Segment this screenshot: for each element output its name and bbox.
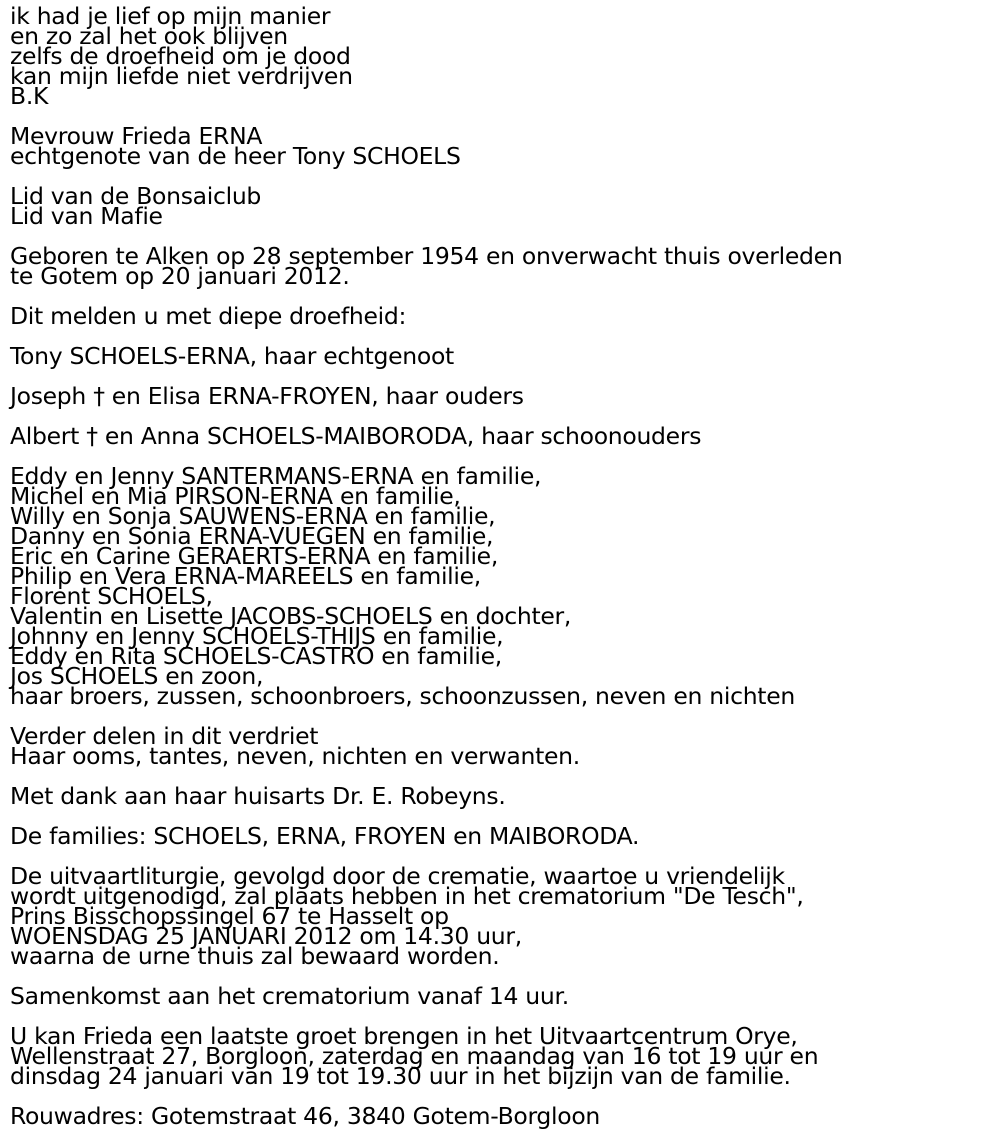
text-line: Albert † en Anna SCHOELS-MAIBORODA, haar schoonouders <box>10 422 702 450</box>
text-line: dinsdag 24 januari van 19 tot 19.30 uur in het bijzijn van de familie. <box>10 1062 791 1090</box>
text-line: en zo zal het ook blijven <box>10 22 288 50</box>
paragraph <box>10 1102 1000 1130</box>
text-line: Florent SCHOELS, <box>10 582 213 610</box>
paragraph <box>10 382 1000 410</box>
text-line: Valentin en Lisette JACOBS-SCHOELS en dochter, <box>10 602 572 630</box>
text-line: te Gotem op 20 januari 2012. <box>10 262 350 290</box>
text-line: Lid van de Bonsaiclub <box>10 182 262 210</box>
text-line: Danny en Sonia ERNA-VUEGEN en familie, <box>10 522 494 550</box>
text-line: Eddy en Jenny SANTERMANS-ERNA en familie, <box>10 462 542 490</box>
text-line: De families: SCHOELS, ERNA, FROYEN en MAIBORODA. <box>10 822 640 850</box>
text-line: ik had je lief op mijn manier <box>10 2 331 30</box>
text-line: Willy en Sonja SAUWENS-ERNA en familie, <box>10 502 496 530</box>
text-line: Wellenstraat 27, Borgloon, zaterdag en maandag van 16 tot 19 uur en <box>10 1042 819 1070</box>
text-line: Haar ooms, tantes, neven, nichten en verwanten. <box>10 742 580 770</box>
text-line: Verder delen in dit verdriet <box>10 722 319 750</box>
text-line: Prins Bisschopssingel 67 te Hasselt op <box>10 902 449 930</box>
text-line: WOENSDAG 25 JANUARI 2012 om 14.30 uur, <box>10 922 522 950</box>
text-line: echtgenote van de heer Tony SCHOELS <box>10 142 461 170</box>
paragraph <box>10 1022 1000 1090</box>
paragraph <box>10 782 1000 810</box>
paragraph <box>10 422 1000 450</box>
paragraph <box>10 822 1000 850</box>
text-line: De uitvaartliturgie, gevolgd door de crematie, waartoe u vriendelijk <box>10 862 785 890</box>
paragraph <box>10 2 1000 110</box>
text-line: Johnny en Jenny SCHOELS-THIJS en familie, <box>10 622 504 650</box>
text-line: B.K <box>10 82 49 110</box>
text-line: kan mijn liefde niet verdrijven <box>10 62 353 90</box>
text-line: Eddy en Rita SCHOELS-CASTRO en familie, <box>10 642 502 670</box>
text-line: Met dank aan haar huisarts Dr. E. Robeyns. <box>10 782 506 810</box>
paragraph <box>10 862 1000 970</box>
paragraph <box>10 342 1000 370</box>
text-line: waarna de urne thuis zal bewaard worden. <box>10 942 500 970</box>
text-line: wordt uitgenodigd, zal plaats hebben in het crematorium "De Tesch", <box>10 882 804 910</box>
text-line: Mevrouw Frieda ERNA <box>10 122 263 150</box>
paragraph <box>10 722 1000 770</box>
text-line: Philip en Vera ERNA-MAREELS en familie, <box>10 562 481 590</box>
text-line: Lid van Mafie <box>10 202 163 230</box>
text-line: Rouwadres: Gotemstraat 46, 3840 Gotem-Borgloon <box>10 1102 601 1130</box>
text-line: haar broers, zussen, schoonbroers, schoonzussen, neven en nichten <box>10 682 795 710</box>
paragraph <box>10 182 1000 230</box>
text-line: U kan Frieda een laatste groet brengen in het Uitvaartcentrum Orye, <box>10 1022 798 1050</box>
text-line: Jos SCHOELS en zoon, <box>10 662 264 690</box>
text-line: Tony SCHOELS-ERNA, haar echtgenoot <box>10 342 454 370</box>
text-line: Eric en Carine GERAERTS-ERNA en familie, <box>10 542 499 570</box>
paragraph <box>10 302 1000 330</box>
text-line: zelfs de droefheid om je dood <box>10 42 351 70</box>
text-line: Dit melden u met diepe droefheid: <box>10 302 407 330</box>
text-line: Michel en Mia PIRSON-ERNA en familie, <box>10 482 461 510</box>
paragraph <box>10 462 1000 710</box>
paragraph <box>10 122 1000 170</box>
text-line: Geboren te Alken op 28 september 1954 en onverwacht thuis overleden <box>10 242 843 270</box>
paragraph <box>10 242 1000 290</box>
text-line: Joseph † en Elisa ERNA-FROYEN, haar ouders <box>10 382 524 410</box>
paragraph <box>10 982 1000 1010</box>
text-line: Samenkomst aan het crematorium vanaf 14 uur. <box>10 982 569 1010</box>
